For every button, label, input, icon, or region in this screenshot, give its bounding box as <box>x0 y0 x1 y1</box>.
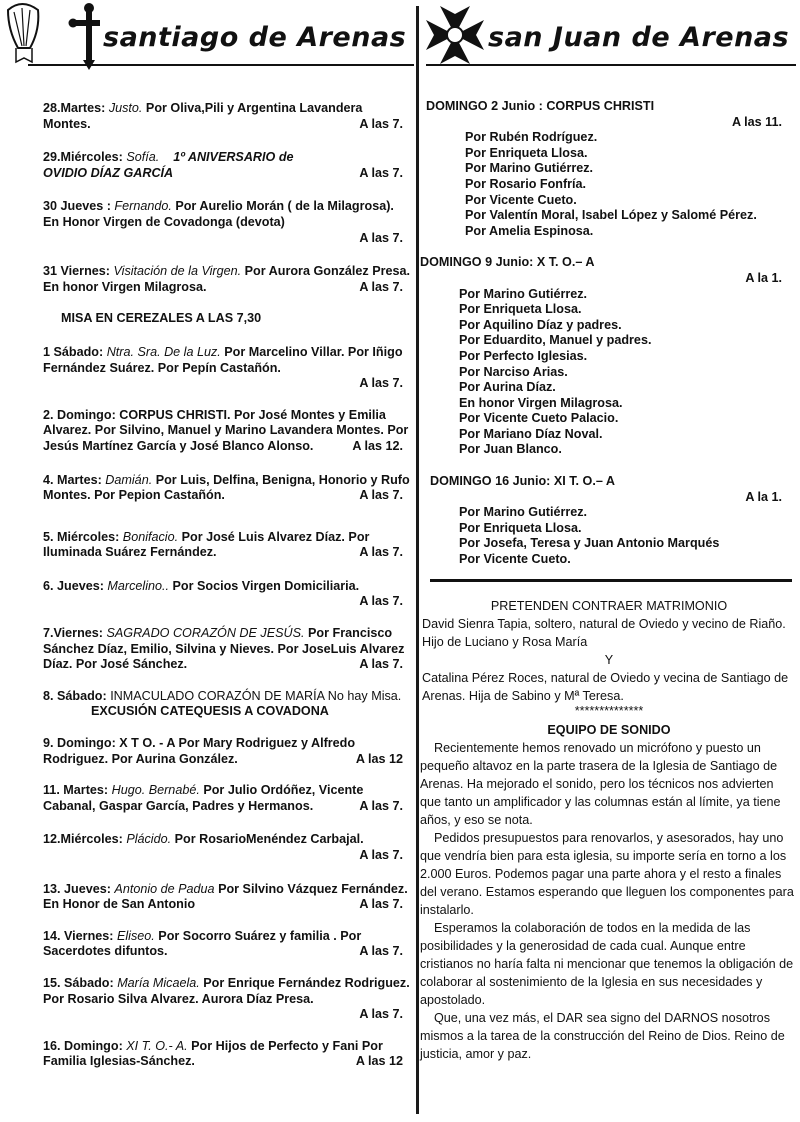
san-juan-mass-list <box>420 99 792 568</box>
right-column <box>420 0 800 1122</box>
banns-conjunction: Y <box>604 653 614 667</box>
mass-entry: 11. Martes: Hugo. Bernabé. Por Julio Ordóñez, Vicente Cabanal, Gaspar García, Padres y Hermanos. A las 7. <box>43 783 403 813</box>
column-divider <box>416 6 419 1114</box>
intention-item: Por Vicente Cueto Palacio. <box>459 411 619 426</box>
intention-item: Por Rosario Fonfría. <box>465 176 587 191</box>
mass-entry: 29.Miércoles: Sofía. 1º ANIVERSARIO de OVIDIO DÍAZ GARCÍA A las 7. <box>43 150 403 180</box>
section-separator <box>430 579 792 582</box>
santiago-mass-list <box>43 101 411 1070</box>
sound-paragraph: Esperamos la colaboración de todos en la medida de las posibilidades y la generosidad de cada cual. Aunque entre cristianos no haría falta ni mencionar que tenemos la obligación de colaborar al sostenimiento de la Iglesia en sus necesidades y apostolado. <box>420 921 794 1007</box>
banns-heading: PRETENDEN CONTRAER MATRIMONIO <box>490 599 728 613</box>
intention-item: Por Vicente Cueto. <box>465 192 577 207</box>
sound-heading: EQUIPO DE SONIDO <box>547 723 671 737</box>
intention-item: Por Enriqueta Llosa. <box>459 520 582 535</box>
santiago-title: santiago de Arenas <box>103 22 407 53</box>
sound-paragraph: Pedidos presupuestos para renovarlos, y asesorados, hay uno que vendría bien para esta iglesia, su importe sería en torno a los 2.000 Euros. Podemos pagar una parte ahora y el resto a finales del verano. Estamos esperando que lleguen los componentes para instalarlo. <box>420 831 794 917</box>
intention-item: Por Amelia Espinosa. <box>465 223 594 238</box>
notices <box>420 597 798 1063</box>
stars-divider: ************** <box>574 704 644 718</box>
mass-entry: 8. Sábado: INMACULADO CORAZÓN DE MARÍA No hay Misa. EXCUSIÓN CATEQUESIS A COVADONA <box>43 688 402 719</box>
intention-item: Por Narciso Arias. <box>459 364 568 379</box>
intention-item: Por Juan Blanco. <box>459 442 562 457</box>
mass-entry: 31 Viernes: Visitación de la Virgen. Por Aurora González Presa. En honor Virgen Milagrosa. A las 7. <box>43 264 411 294</box>
intention-item: Por Rubén Rodríguez. <box>465 130 598 145</box>
header-rule <box>28 64 414 66</box>
mass-entry: 6. Jueves: Marcelino.. Por Socios Virgen Domiciliaria. A las 7. <box>43 578 403 609</box>
mass-block: DOMINGO 16 Junio: XI T. O.– A A la 1. Por Marino Gutiérrez. Por Enriqueta Llosa. Por Josefa, Teresa y Juan Antonio Marqués Por Vicente Cueto. <box>420 474 792 568</box>
intention-item: Por Marino Gutiérrez. <box>459 286 588 301</box>
mass-entry: 7.Viernes: SAGRADO CORAZÓN DE JESÚS. Por Francisco Sánchez Díaz, Emilio, Silvina y Nieves. Por JoseLuis Alvarez Díaz. Por José Sánchez. A las 7. <box>43 626 405 672</box>
mass-entry: 12.Miércoles: Plácido. Por RosarioMenéndez Carbajal. A las 7. <box>43 832 403 862</box>
mass-entry: 2. Domingo: CORPUS CHRISTI. Por José Montes y Emilia Alvarez. Por Silvino, Manuel y Marino Lavandera Montes. Por Jesús Martínez García y José Blanco Alonso. A las 12. <box>43 407 409 453</box>
intention-item: Por Valentín Moral, Isabel López y Salomé Pérez. <box>465 208 757 223</box>
mass-entry: 28.Martes: Justo. Por Oliva,Pili y Argentina Lavandera Montes. A las 7. <box>43 101 403 131</box>
intention-item: Por Perfecto Iglesias. <box>459 348 588 363</box>
intention-item: Por Aurina Díaz. <box>459 380 556 395</box>
mass-entry: 1 Sábado: Ntra. Sra. De la Luz. Por Marcelino Villar. Por Iñigo Fernández Suárez. Por Pepín Castañón. A las 7. <box>43 344 403 391</box>
mass-entry: 13. Jueves: Antonio de Padua Por Silvino Vázquez Fernández. En Honor de San Antonio A las 7. <box>43 881 408 912</box>
santiago-header <box>0 0 414 70</box>
mass-entry: 14. Viernes: Eliseo. Por Socorro Suárez y familia . Por Sacerdotes difuntos. A las 7. <box>43 928 403 959</box>
mass-block: DOMINGO 9 Junio: X T. O.– A A la 1. Por Marino Gutiérrez. Por Enriqueta Llosa. Por Aquilino Díaz y padres. Por Eduardito, Manuel y padres. Por Perfecto Iglesias. Por Narciso Arias. Por Aurina Díaz. En honor Virgen Milagrosa. Por Vicente Cueto Palacio. Por Mariano Díaz Noval. Por Juan Blanco. <box>420 255 792 458</box>
mass-entry: 5. Miércoles: Bonifacio. Por José Luis Alvarez Díaz. Por Iluminada Suárez Fernández. A las 7. <box>43 529 403 560</box>
scallop-cross-emblem <box>0 0 100 70</box>
intention-item: Por Vicente Cueto. <box>459 552 571 567</box>
header-rule <box>426 64 796 66</box>
mass-entry: 4. Martes: Damián. Por Luis, Delfina, Benigna, Honorio y Rufo Montes. Por Pepion Castañón. A las 7. <box>43 472 410 503</box>
intention-item: Por Enriqueta Llosa. <box>459 302 582 317</box>
intention-item: Por Eduardito, Manuel y padres. <box>459 333 652 348</box>
intention-item: Por Mariano Díaz Noval. <box>459 426 603 441</box>
cerezales-notice: MISA EN CEREZALES A LAS 7,30 <box>61 311 262 326</box>
mass-entry: 15. Sábado: María Micaela. Por Enrique Fernández Rodriguez. Por Rosario Silva Alvarez. Aurora Díaz Presa. A las 7. <box>43 975 410 1022</box>
san-juan-title: san Juan de Arenas <box>488 22 790 53</box>
sound-paragraph: Que, una vez más, el DAR sea signo del DARNOS nosotros mismos a la tarea de la construcción del Reino de Dios. Reino de justicia, amor y paz. <box>420 1011 785 1061</box>
intention-item: Por Enriqueta Llosa. <box>465 145 588 160</box>
banns-bride: Catalina Pérez Roces, natural de Oviedo y vecina de Santiago de Arenas. Hija de Sabino y Mª Teresa. <box>422 671 789 703</box>
mass-block: DOMINGO 2 Junio : CORPUS CHRISTI A las 11. Por Rubén Rodríguez. Por Enriqueta Llosa. Por Marino Gutiérrez. Por Rosario Fonfría. Por Vicente Cueto. Por Valentín Moral, Isabel López y Salomé Pérez. Por Amelia Espinosa. <box>420 99 792 239</box>
mass-entry: 9. Domingo: X T O. - A Por Mary Rodriguez y Alfredo Rodriguez. Por Aurina González. A las 12 <box>43 736 403 766</box>
intention-item: Por Marino Gutiérrez. <box>465 161 594 176</box>
intention-item: Por Aquilino Díaz y padres. <box>459 317 622 332</box>
mass-entry: 30 Jueves : Fernando. Por Aurelio Morán ( de la Milagrosa). En Honor Virgen de Covadonga (devota) A las 7. <box>43 199 403 245</box>
sound-paragraph: Recientemente hemos renovado un micrófono y puesto un pequeño altavoz en la parte trasera de la Iglesia de Santiago de Arenas. Ha mejorado el sonido, pero los técnicos nos advierten que tanto un amplificador y las columnas están al límite, ya tiene años, y eso se nota. <box>420 741 781 827</box>
intention-item: En honor Virgen Milagrosa. <box>459 395 623 410</box>
banns-groom: David Sienra Tapia, soltero, natural de Oviedo y vecino de Riaño. Hijo de Luciano y Rosa María <box>422 617 786 649</box>
san-juan-header <box>420 0 800 70</box>
intention-item: Por Marino Gutiérrez. <box>459 505 588 520</box>
mass-entry: 16. Domingo: XI T. O.- A. Por Hijos de Perfecto y Fani Por Familia Iglesias-Sánchez. A las 12 <box>43 1038 403 1069</box>
intention-item: Por Josefa, Teresa y Juan Antonio Marqués <box>459 536 720 551</box>
maltese-cross-emblem <box>422 2 488 68</box>
